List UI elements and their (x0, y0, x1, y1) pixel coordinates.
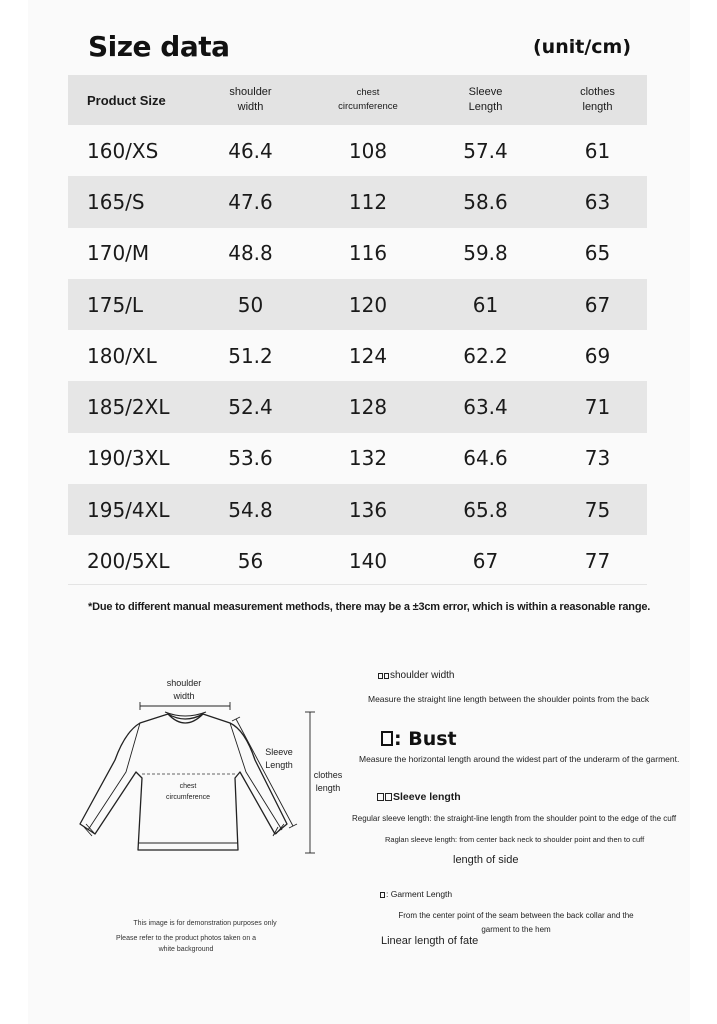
cell-size: 175/L (87, 292, 144, 317)
diagram-clothes-label: clothes length (313, 770, 343, 793)
garment-length-title (380, 889, 452, 899)
header-clothes-length: clothes length (580, 86, 615, 113)
sleeve-stripe-right (230, 723, 282, 830)
diagram-chest-label: chest circumference (166, 783, 210, 801)
sleeve-desc-side: length of side (453, 854, 519, 866)
shoulder-marker-icon (378, 673, 383, 679)
cell-sleeve-length: 61 (472, 292, 499, 317)
bust-title (381, 728, 457, 750)
cell-shoulder-width: 54.8 (228, 497, 273, 522)
cell-shoulder-width: 47.6 (228, 189, 273, 214)
cell-size: 190/3XL (87, 446, 170, 471)
cell-clothes-length: 75 (584, 497, 611, 522)
cell-sleeve-length: 58.6 (463, 189, 508, 214)
cell-chest: 120 (348, 292, 388, 317)
cell-clothes-length: 73 (584, 446, 611, 471)
cell-size: 200/5XL (87, 549, 170, 574)
measurement-note: *Due to different manual measurement methods, there may be a ±3cm error, which is within a reasonable range. (88, 601, 651, 613)
bust-title-text: : Bust (394, 728, 457, 750)
cell-chest: 112 (348, 189, 388, 214)
cell-size: 165/S (87, 189, 145, 214)
sleeve-marker-icon (385, 793, 392, 801)
cell-chest: 140 (348, 549, 388, 574)
cell-sleeve-length: 65.8 (463, 497, 508, 522)
garment-length-title-text: : Garment Length (386, 889, 453, 899)
cell-size: 185/2XL (87, 395, 170, 420)
cell-sleeve-length: 57.4 (463, 138, 508, 163)
cell-shoulder-width: 50 (237, 292, 264, 317)
cell-size: 180/XL (87, 343, 157, 368)
table-bottom-rule (68, 584, 647, 585)
shoulder-marker-icon (384, 673, 389, 679)
shoulder-width-desc: Measure the straight line length between the shoulder points from the back (368, 694, 650, 704)
page-title: Size data (88, 30, 230, 63)
diagram-note-line2: Please refer to the product photos taken on a white background (115, 935, 257, 953)
cell-size: 170/M (87, 241, 150, 266)
table-row (68, 330, 647, 381)
shoulder-width-title (378, 670, 454, 681)
cell-shoulder-width: 53.6 (228, 446, 273, 471)
cell-chest: 124 (348, 343, 388, 368)
garment-length-desc2: Linear length of fate (381, 935, 479, 947)
header-chest-circumference: chest circumference (338, 87, 398, 112)
cell-chest: 128 (348, 395, 388, 420)
table-row (68, 433, 647, 484)
cell-shoulder-width: 56 (237, 549, 264, 574)
table-row (68, 279, 647, 330)
cell-clothes-length: 77 (584, 549, 611, 574)
sleeve-desc-raglan: Raglan sleeve length: from center back neck to shoulder point and then to cuff (385, 835, 645, 844)
cell-chest: 108 (348, 138, 388, 163)
cell-clothes-length: 71 (584, 395, 611, 420)
cell-shoulder-width: 46.4 (228, 138, 273, 163)
sleeve-measure-line (236, 719, 293, 826)
sleeve-desc-regular: Regular sleeve length: the straight-line length from the shoulder point to the edge of the cuff (352, 814, 677, 823)
cell-sleeve-length: 59.8 (463, 241, 508, 266)
table-row (68, 176, 647, 227)
cell-clothes-length: 67 (584, 292, 611, 317)
cell-shoulder-width: 51.2 (228, 343, 273, 368)
sleeve-length-title (377, 791, 461, 803)
diagram-sleeve-label: Sleeve Length (265, 747, 293, 770)
header-shoulder-width: shoulder width (229, 86, 272, 113)
bust-marker-icon (381, 731, 393, 746)
shoulder-width-title-text: shoulder width (390, 670, 455, 681)
header-product-size: Product Size (87, 92, 166, 108)
cell-clothes-length: 69 (584, 343, 611, 368)
cell-clothes-length: 65 (584, 241, 611, 266)
sleeve-marker-icon (377, 793, 384, 801)
cell-chest: 132 (348, 446, 388, 471)
unit-label: (unit/cm) (532, 36, 631, 58)
garment-length-desc: From the center point of the seam between the back collar and the garment to the hem (398, 911, 634, 934)
cell-sleeve-length: 64.6 (463, 446, 508, 471)
table-header-row (68, 75, 647, 125)
cell-chest: 136 (348, 497, 388, 522)
cell-sleeve-length: 63.4 (463, 395, 508, 420)
garment-marker-icon (380, 892, 385, 898)
sweatshirt-diagram (70, 690, 350, 860)
sleeve-length-title-text: Sleeve length (393, 791, 461, 803)
diagram-shoulder-label: shoulder width (166, 678, 202, 701)
sleeve-stripe-left (88, 723, 140, 830)
cell-size: 160/XS (87, 138, 159, 163)
table-row (68, 535, 647, 586)
cell-size: 195/4XL (87, 497, 170, 522)
table-row (68, 484, 647, 535)
bust-desc: Measure the horizontal length around the widest part of the underarm of the garment. (359, 754, 680, 764)
cell-sleeve-length: 67 (472, 549, 499, 574)
cell-shoulder-width: 48.8 (228, 241, 273, 266)
size-table (68, 75, 647, 587)
cell-clothes-length: 61 (584, 138, 611, 163)
table-row (68, 125, 647, 176)
table-row (68, 381, 647, 432)
cell-sleeve-length: 62.2 (463, 343, 508, 368)
cell-chest: 116 (348, 241, 388, 266)
header-sleeve-length: Sleeve Length (468, 86, 503, 113)
cell-clothes-length: 63 (584, 189, 611, 214)
table-row (68, 228, 647, 279)
diagram-note-line1: This image is for demonstration purposes only (133, 920, 277, 927)
cell-shoulder-width: 52.4 (228, 395, 273, 420)
